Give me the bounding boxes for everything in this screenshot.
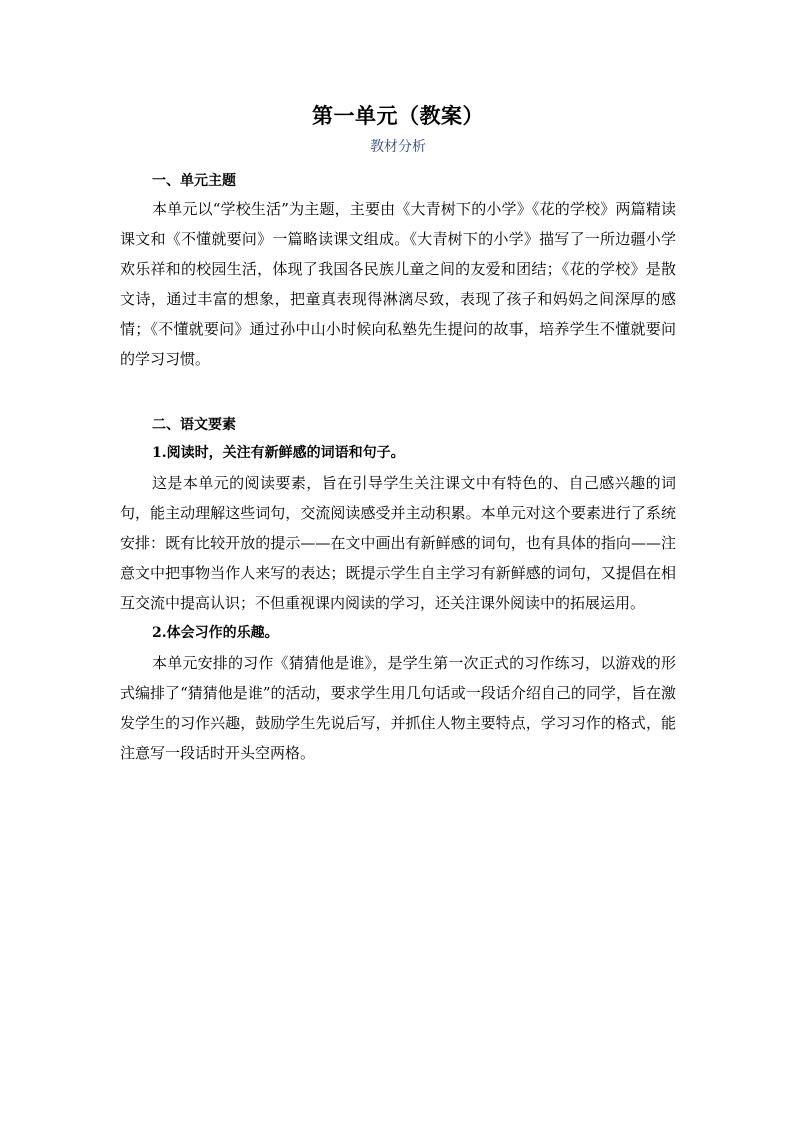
unit-theme-paragraph: 本单元以“学校生活”为主题，主要由《大青树下的小学》《花的学校》两篇精读课文和《不懂就要问》一篇略读课文组成。《大青树下的小学》描写了一所边疆小学欢乐祥和的校园生活，体现了我国各民族儿童之间的友爱和团结；《花的学校》是散文诗，通过丰富的想象，把童真表现得淋漓尽致，表现了孩子和妈妈之间深厚的感情；《不懂就要问》通过孙中山小时候向私塾先生提问的故事，培养学生不懂就要问的学习习惯。 — [120, 200, 676, 368]
section-unit-theme — [120, 170, 676, 374]
point2-heading: 2.体会习作的乐趣。 — [152, 625, 279, 641]
point1-paragraph: 这是本单元的阅读要素，旨在引导学生关注课文中有特色的、自己感兴趣的词句，能主动理解这些词句，交流阅读感受并主动积累。本单元对这个要素进行了系统安排：既有比较开放的提示——在文中画出有新鲜感的词句，也有具体的指向——注意文中把事物当作人来写的表达；既提示学生自主学习有新鲜感的词句，又提倡在相互交流中提高认识；不但重视课内阅读的学习，还关注课外阅读中的拓展运用。 — [120, 474, 676, 612]
section-spacer — [120, 374, 676, 414]
point2-paragraph: 本单元安排的习作《猜猜他是谁》，是学生第一次正式的习作练习，以游戏的形式编排了“猜猜他是谁”的活动，要求学生用几句话或一段话介绍自己的同学，旨在激发学生的习作兴趣，鼓励学生先说后写，并抓住人物主要特点，学习习作的格式，能注意写一段话时开头空两格。 — [120, 654, 676, 762]
page-title: 第一单元（教案） — [312, 103, 484, 128]
section-heading-language-elements: 二、语文要素 — [152, 417, 236, 433]
document-page — [120, 100, 676, 768]
section-heading-unit-theme: 一、单元主题 — [152, 173, 236, 189]
section-language-elements — [120, 414, 676, 768]
point1-heading: 1.阅读时，关注有新鲜感的词语和句子。 — [152, 445, 405, 461]
page-subtitle: 教材分析 — [370, 139, 426, 155]
